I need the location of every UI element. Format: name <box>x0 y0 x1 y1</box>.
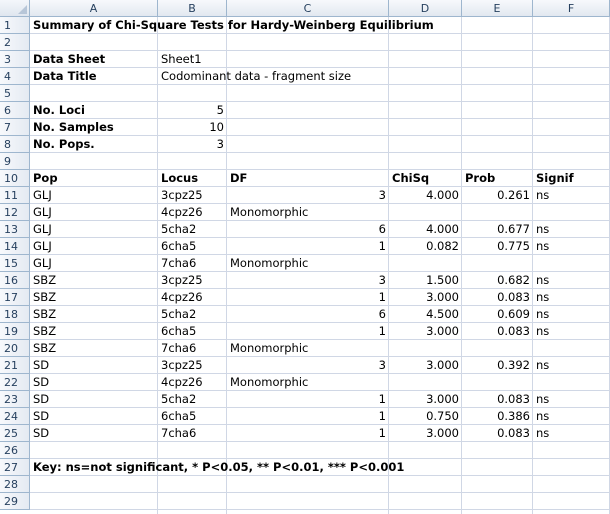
row-header-14[interactable]: 14 <box>0 238 30 255</box>
table-cell-locus[interactable]: 6cha5 <box>161 409 197 423</box>
row-header-21[interactable]: 21 <box>0 357 30 374</box>
significance-key[interactable]: Key: ns=not significant, * P<0.05, ** P<0.01, *** P<0.001 <box>33 460 405 474</box>
table-cell-signif[interactable]: ns <box>536 239 550 253</box>
table-cell-df[interactable]: 1 <box>378 324 386 338</box>
table-cell-df[interactable]: 1 <box>378 290 386 304</box>
column-header-b[interactable]: B <box>158 0 227 17</box>
column-header-a[interactable]: A <box>30 0 158 17</box>
table-cell-locus[interactable]: 4cpz26 <box>161 205 203 219</box>
row-header-12[interactable]: 12 <box>0 204 30 221</box>
table-cell-chisq[interactable]: 3.000 <box>426 358 459 372</box>
row-header-16[interactable]: 16 <box>0 272 30 289</box>
table-cell-signif[interactable]: ns <box>536 392 550 406</box>
table-cell-chisq[interactable]: 4.000 <box>426 188 459 202</box>
table-cell-locus[interactable]: 6cha5 <box>161 239 197 253</box>
data-title-label[interactable]: Data Title <box>33 69 97 83</box>
table-cell-df[interactable]: 3 <box>378 358 386 372</box>
table-header-pop[interactable]: Pop <box>33 171 58 185</box>
table-cell-signif[interactable]: ns <box>536 358 550 372</box>
table-cell-prob[interactable]: 0.677 <box>497 222 530 236</box>
table-cell-signif[interactable]: ns <box>536 409 550 423</box>
data-title-value[interactable]: Codominant data - fragment size <box>161 69 352 83</box>
column-header-e[interactable]: E <box>462 0 533 17</box>
table-cell-chisq[interactable]: 3.000 <box>426 324 459 338</box>
table-cell-prob[interactable]: 0.083 <box>497 392 530 406</box>
table-cell-chisq[interactable] <box>389 340 462 357</box>
table-cell-signif[interactable] <box>533 255 610 272</box>
table-cell-df[interactable]: 1 <box>378 426 386 440</box>
table-cell-prob[interactable]: 0.083 <box>497 290 530 304</box>
no-loci-label[interactable]: No. Loci <box>33 103 85 117</box>
row-gridline <box>30 492 610 493</box>
table-cell-prob[interactable] <box>462 374 533 391</box>
row-header-26[interactable]: 26 <box>0 442 30 459</box>
row-header-24[interactable]: 24 <box>0 408 30 425</box>
table-cell-chisq[interactable] <box>389 255 462 272</box>
table-cell-chisq[interactable]: 4.000 <box>426 222 459 236</box>
table-cell-note[interactable]: Monomorphic <box>230 341 309 355</box>
table-cell-signif[interactable]: ns <box>536 426 550 440</box>
table-cell-chisq[interactable]: 3.000 <box>426 392 459 406</box>
table-header-chisq[interactable]: ChiSq <box>392 171 430 185</box>
table-cell-df[interactable]: 3 <box>378 273 386 287</box>
table-cell-pop[interactable]: SD <box>33 409 50 423</box>
table-cell-prob[interactable]: 0.609 <box>497 307 530 321</box>
table-cell-locus[interactable]: 4cpz26 <box>161 290 203 304</box>
table-cell-locus[interactable]: 7cha6 <box>161 256 197 270</box>
table-cell-signif[interactable]: ns <box>536 290 550 304</box>
select-all-corner[interactable] <box>0 0 30 17</box>
table-cell-prob[interactable]: 0.392 <box>497 358 530 372</box>
row-header-20[interactable]: 20 <box>0 340 30 357</box>
table-cell-pop[interactable]: GLJ <box>33 256 52 270</box>
table-cell-pop[interactable]: GLJ <box>33 188 52 202</box>
table-header-signif[interactable]: Signif <box>536 171 574 185</box>
table-cell-note[interactable]: Monomorphic <box>230 256 309 270</box>
row-header-9[interactable]: 9 <box>0 153 30 170</box>
row-header-3[interactable]: 3 <box>0 51 30 68</box>
table-cell-pop[interactable]: SD <box>33 426 50 440</box>
row-header-7[interactable]: 7 <box>0 119 30 136</box>
table-cell-pop[interactable]: SBZ <box>33 307 57 321</box>
row-header-29[interactable]: 29 <box>0 493 30 510</box>
data-sheet-value[interactable]: Sheet1 <box>161 52 202 66</box>
table-header-locus[interactable]: Locus <box>161 171 199 185</box>
table-header-prob[interactable]: Prob <box>465 171 496 185</box>
table-cell-locus[interactable]: 7cha6 <box>161 426 197 440</box>
page-title[interactable]: Summary of Chi-Square Tests for Hardy-Weinberg Equilibrium <box>33 18 434 32</box>
table-cell-prob[interactable]: 0.083 <box>497 324 530 338</box>
row-header-15[interactable]: 15 <box>0 255 30 272</box>
table-cell-prob[interactable] <box>462 340 533 357</box>
table-cell-signif[interactable]: ns <box>536 307 550 321</box>
row-header-13[interactable]: 13 <box>0 221 30 238</box>
row-header-6[interactable]: 6 <box>0 102 30 119</box>
no-pops-label[interactable]: No. Pops. <box>33 137 95 151</box>
table-cell-locus[interactable]: 6cha5 <box>161 324 197 338</box>
table-cell-pop[interactable]: SBZ <box>33 273 57 287</box>
table-cell-pop[interactable]: SBZ <box>33 290 57 304</box>
row-header-25[interactable]: 25 <box>0 425 30 442</box>
row-header-17[interactable]: 17 <box>0 289 30 306</box>
row-header-28[interactable]: 28 <box>0 476 30 493</box>
row-header-10[interactable]: 10 <box>0 170 30 187</box>
table-cell-df[interactable]: 1 <box>378 239 386 253</box>
table-cell-df[interactable]: 6 <box>378 222 386 236</box>
table-cell-note[interactable]: Monomorphic <box>230 375 309 389</box>
table-cell-chisq[interactable]: 0.082 <box>426 239 459 253</box>
table-cell-chisq[interactable]: 1.500 <box>426 273 459 287</box>
table-cell-locus[interactable]: 4cpz26 <box>161 375 203 389</box>
table-cell-prob[interactable]: 0.682 <box>497 273 530 287</box>
table-cell-locus[interactable]: 5cha2 <box>161 222 197 236</box>
table-cell-chisq[interactable]: 4.500 <box>426 307 459 321</box>
table-cell-df[interactable]: 1 <box>378 392 386 406</box>
table-cell-locus[interactable]: 3cpz25 <box>161 358 203 372</box>
table-cell-pop[interactable]: SD <box>33 358 50 372</box>
table-cell-pop[interactable]: SBZ <box>33 324 57 338</box>
table-cell-prob[interactable] <box>462 255 533 272</box>
table-cell-df[interactable]: 1 <box>378 409 386 423</box>
table-cell-pop[interactable]: GLJ <box>33 205 52 219</box>
table-cell-chisq[interactable]: 3.000 <box>426 426 459 440</box>
table-cell-df[interactable]: 6 <box>378 307 386 321</box>
table-cell-locus[interactable]: 5cha2 <box>161 307 197 321</box>
column-header-c[interactable]: C <box>227 0 389 17</box>
table-cell-prob[interactable]: 0.261 <box>497 188 530 202</box>
table-cell-prob[interactable]: 0.386 <box>497 409 530 423</box>
table-cell-chisq[interactable]: 3.000 <box>426 290 459 304</box>
table-cell-prob[interactable]: 0.083 <box>497 426 530 440</box>
row-header-2[interactable]: 2 <box>0 34 30 51</box>
row-header-1[interactable]: 1 <box>0 17 30 34</box>
table-cell-signif[interactable]: ns <box>536 324 550 338</box>
table-cell-pop[interactable]: SD <box>33 375 50 389</box>
column-header-d[interactable]: D <box>389 0 462 17</box>
row-header-27[interactable]: 27 <box>0 459 30 476</box>
table-cell-pop[interactable]: SD <box>33 392 50 406</box>
row-header-22[interactable]: 22 <box>0 374 30 391</box>
row-header-23[interactable]: 23 <box>0 391 30 408</box>
column-header-f[interactable]: F <box>533 0 610 17</box>
row-header-18[interactable]: 18 <box>0 306 30 323</box>
table-cell-locus[interactable]: 3cpz25 <box>161 188 203 202</box>
select-all-triangle-icon <box>18 5 27 14</box>
table-cell-signif[interactable] <box>533 374 610 391</box>
no-loci-value[interactable]: 5 <box>216 103 224 117</box>
table-cell-signif[interactable]: ns <box>536 222 550 236</box>
no-samples-label[interactable]: No. Samples <box>33 120 114 134</box>
row-header-11[interactable]: 11 <box>0 187 30 204</box>
table-cell-signif[interactable] <box>533 204 610 221</box>
table-cell-signif[interactable] <box>533 340 610 357</box>
table-cell-df[interactable]: 3 <box>378 188 386 202</box>
table-cell-prob[interactable] <box>462 204 533 221</box>
table-cell-signif[interactable]: ns <box>536 188 550 202</box>
table-cell-signif[interactable]: ns <box>536 273 550 287</box>
table-cell-prob[interactable]: 0.775 <box>497 239 530 253</box>
table-cell-locus[interactable]: 7cha6 <box>161 341 197 355</box>
table-cell-chisq[interactable] <box>389 204 462 221</box>
table-cell-locus[interactable]: 5cha2 <box>161 392 197 406</box>
table-cell-pop[interactable]: SBZ <box>33 341 57 355</box>
data-sheet-label[interactable]: Data Sheet <box>33 52 106 66</box>
row-header-8[interactable]: 8 <box>0 136 30 153</box>
row-header-5[interactable]: 5 <box>0 85 30 102</box>
table-cell-pop[interactable]: GLJ <box>33 222 52 236</box>
table-cell-locus[interactable]: 3cpz25 <box>161 273 203 287</box>
table-cell-chisq[interactable]: 0.750 <box>426 409 459 423</box>
no-samples-value[interactable]: 10 <box>209 120 224 134</box>
row-header-4[interactable]: 4 <box>0 68 30 85</box>
no-pops-value[interactable]: 3 <box>216 137 224 151</box>
table-header-df[interactable]: DF <box>230 171 248 185</box>
table-cell-chisq[interactable] <box>389 374 462 391</box>
row-gridline <box>30 509 610 510</box>
table-cell-pop[interactable]: GLJ <box>33 239 52 253</box>
table-cell-note[interactable]: Monomorphic <box>230 205 309 219</box>
row-header-19[interactable]: 19 <box>0 323 30 340</box>
